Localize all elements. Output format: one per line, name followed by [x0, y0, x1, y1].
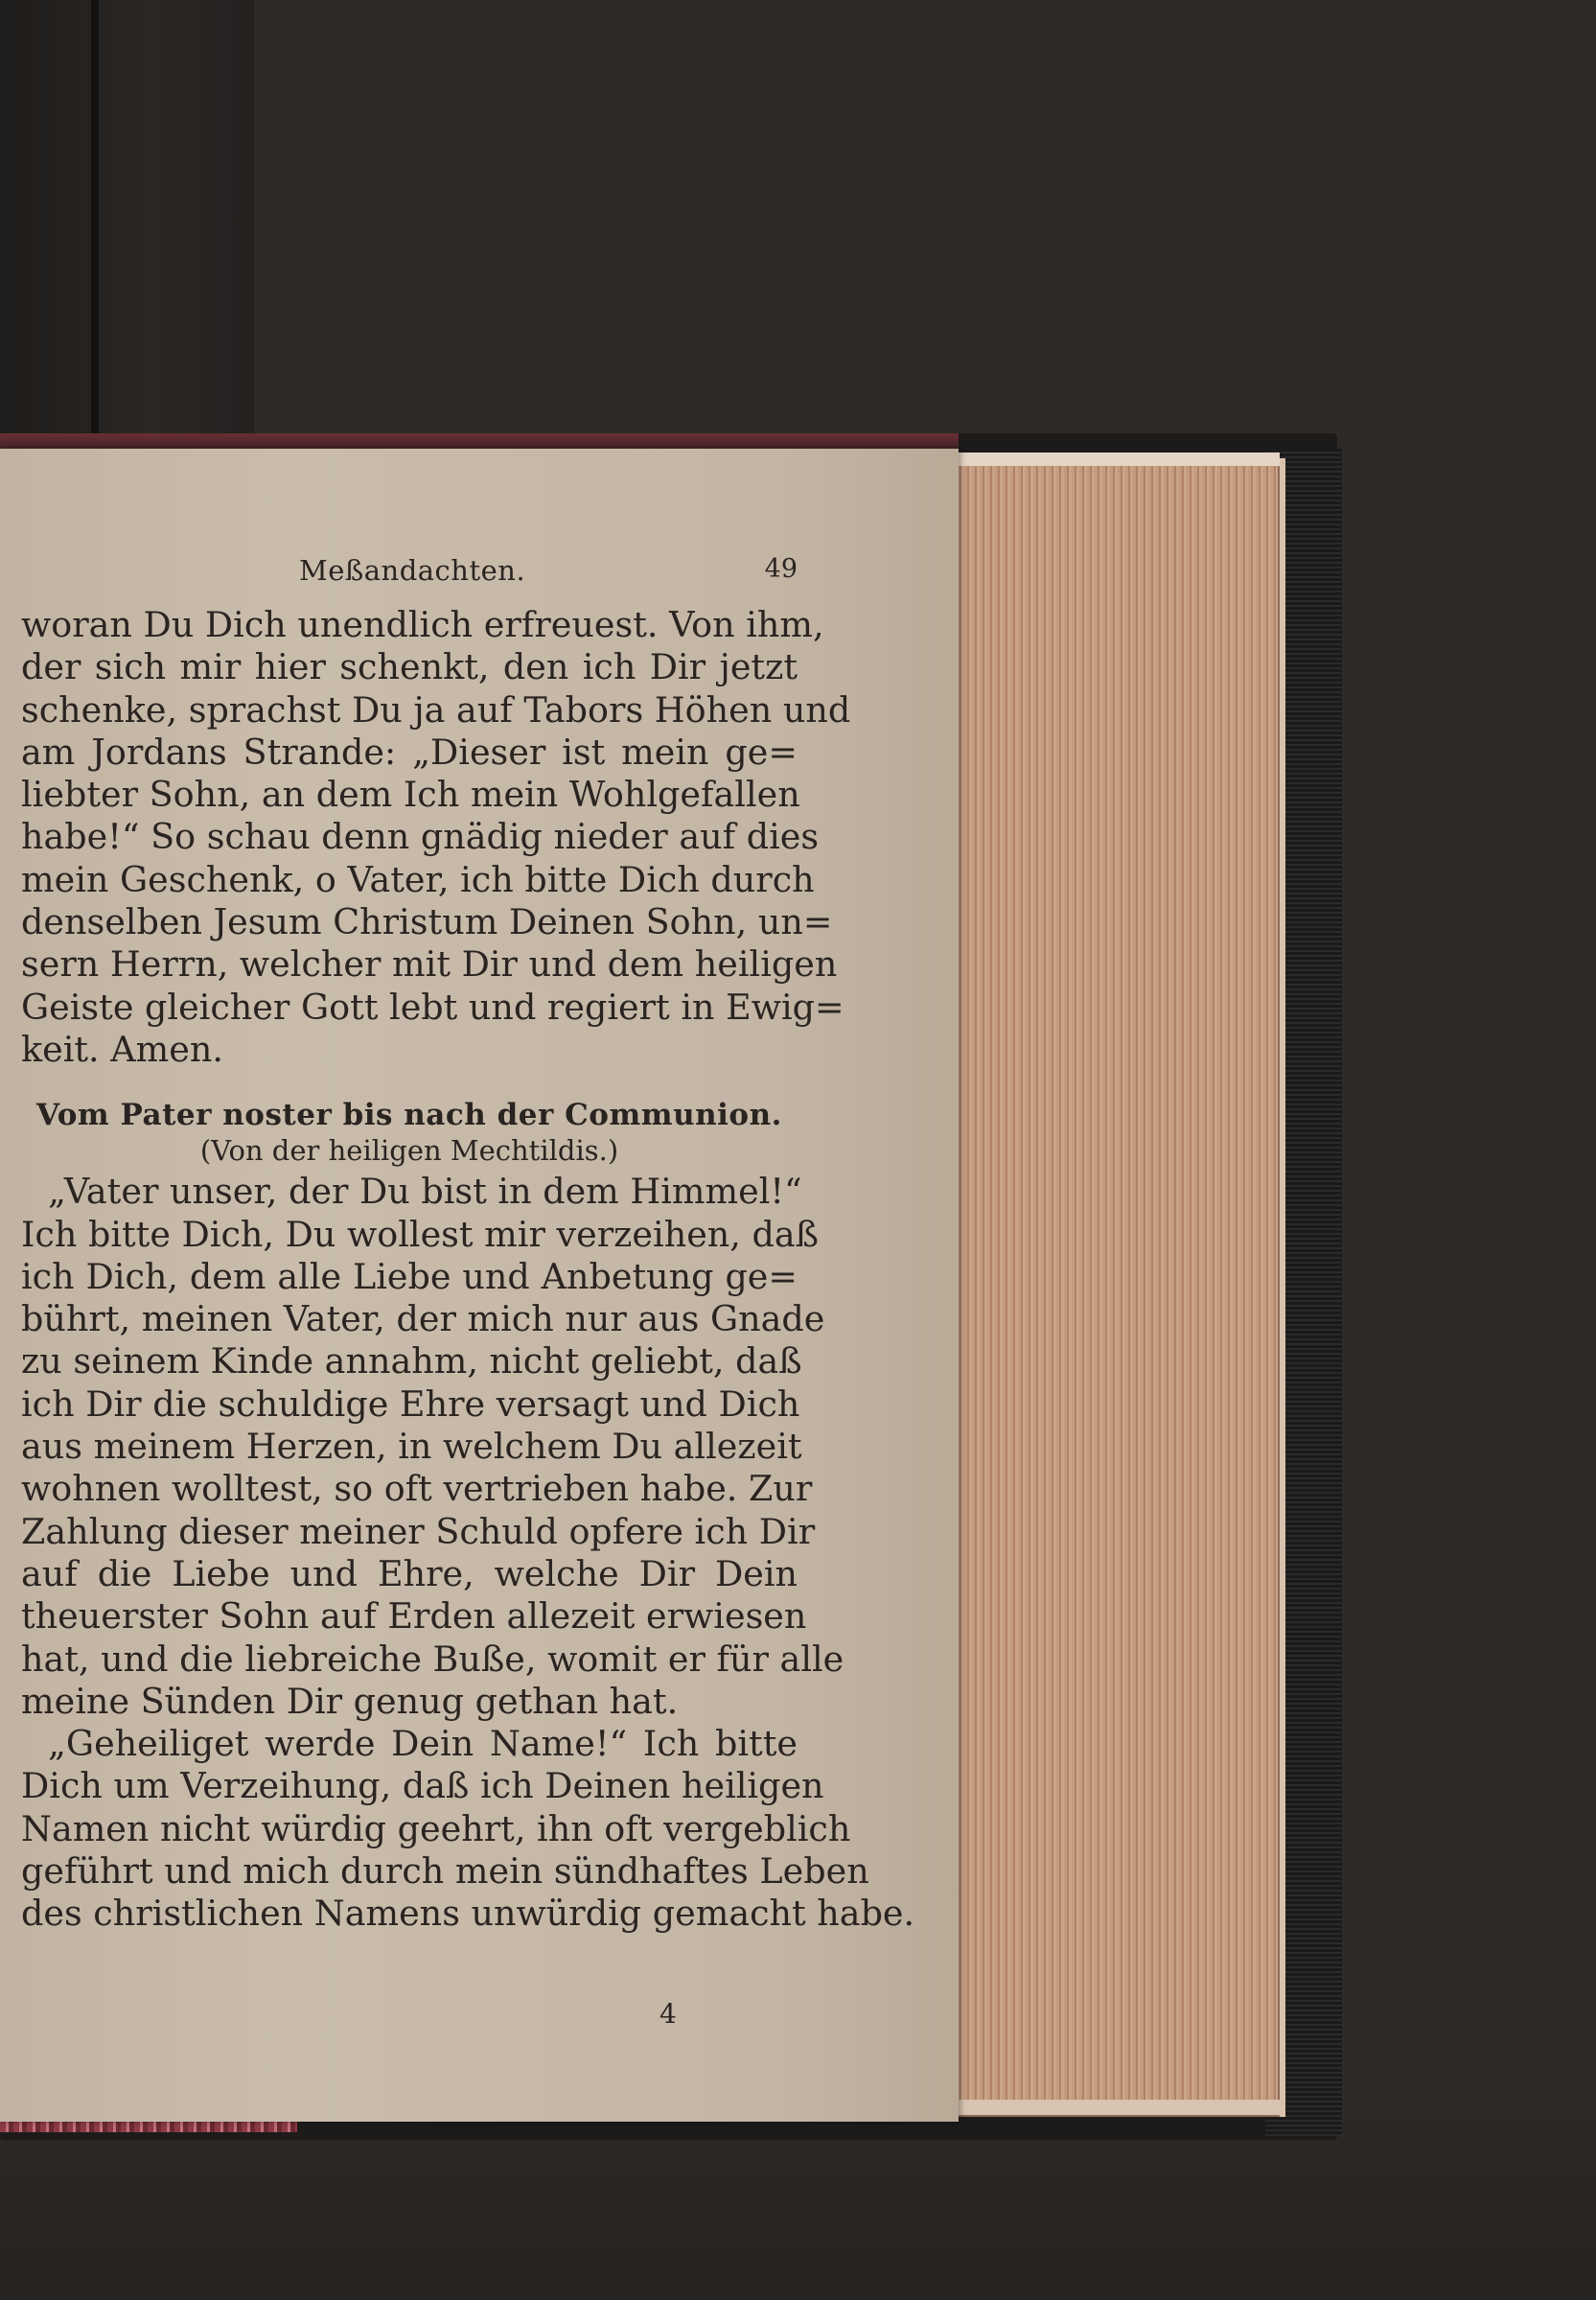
text-line: liebter Sohn, an dem Ich mein Wohlgefallen	[21, 774, 800, 816]
paragraph-1	[21, 604, 851, 1071]
text-line: mein Geschenk, o Vater, ich bitte Dich durch	[21, 858, 815, 900]
text-line: Ich bitte Dich, Du wollest mir verzeihen, daß	[21, 1213, 820, 1255]
text-line: woran Du Dich unendlich erfreuest. Von ihm,	[21, 604, 824, 645]
text-line: keit. Amen.	[21, 1028, 223, 1070]
book-page	[0, 449, 959, 2122]
text-line: „Geheiliget werde Dein Name!“ Ich bitte	[48, 1723, 798, 1765]
section-title: Vom Pater noster bis nach der Communion.	[36, 1098, 782, 1133]
running-head	[21, 554, 798, 604]
text-line: hat, und die liebreiche Buße, womit er für alle	[21, 1638, 844, 1680]
page-block-bottom	[949, 2100, 1280, 2115]
section-subtitle: (Von der heiligen Mechtildis.)	[199, 1134, 619, 1168]
page-content	[21, 554, 915, 1936]
text-line: zu seinem Kinde annahm, nicht geliebt, daß	[21, 1340, 802, 1382]
paragraph-2	[21, 1171, 844, 1723]
page-number: 49	[764, 554, 798, 584]
text-line: schenke, sprachst Du ja auf Tabors Höhen und	[21, 688, 851, 731]
text-line: Zahlung dieser meiner Schuld opfere ich Dir	[21, 1510, 816, 1552]
running-title: Meßandachten.	[299, 554, 526, 587]
text-line: theuerster Sohn auf Erden allezeit erwiesen	[21, 1595, 807, 1638]
text-line: ich Dir die schuldige Ehre versagt und Dich	[21, 1382, 800, 1425]
text-line: Dich um Verzeihung, daß ich Deinen heiligen	[21, 1765, 824, 1807]
signature-mark: 4	[659, 1998, 677, 2030]
text-line: auf die Liebe und Ehre, welche Dir Dein	[21, 1552, 798, 1594]
text-line: der sich mir hier schenkt, den ich Dir jetzt	[21, 646, 798, 688]
paragraph-3	[21, 1723, 915, 1935]
text-line: Geiste gleicher Gott lebt und regiert in Ewig=	[21, 986, 844, 1028]
text-line: habe!“ So schau denn gnädig nieder auf dies	[21, 816, 820, 858]
background-bottom	[0, 2119, 1596, 2300]
text-line: denselben Jesum Christum Deinen Sohn, un=	[21, 901, 833, 943]
background-shadow	[91, 0, 99, 441]
text-line: am Jordans Strande: „Dieser ist mein ge=	[21, 731, 798, 773]
text-line: ich Dich, dem alle Liebe und Anbetung ge=	[21, 1255, 798, 1297]
text-line: meine Sünden Dir genug gethan hat.	[21, 1680, 679, 1722]
page-block-top	[949, 453, 1280, 466]
page-block-edges	[949, 458, 1285, 2117]
text-line: bührt, meinen Vater, der mich nur aus Gnade	[21, 1298, 825, 1340]
text-line: geführt und mich durch mein sündhaftes Leben	[21, 1850, 869, 1893]
text-line: „Vater unser, der Du bist in dem Himmel!“	[48, 1171, 802, 1213]
text-line: des christlichen Namens unwürdig gemacht habe.	[21, 1893, 915, 1935]
text-line: wohnen wolltest, so oft vertrieben habe. Zur	[21, 1468, 813, 1510]
text-line: aus meinem Herzen, in welchem Du allezeit	[21, 1426, 802, 1468]
text-line: sern Herrn, welcher mit Dir und dem heiligen	[21, 943, 838, 986]
text-line: Namen nicht würdig geehrt, ihn oft vergeblich	[21, 1807, 851, 1849]
